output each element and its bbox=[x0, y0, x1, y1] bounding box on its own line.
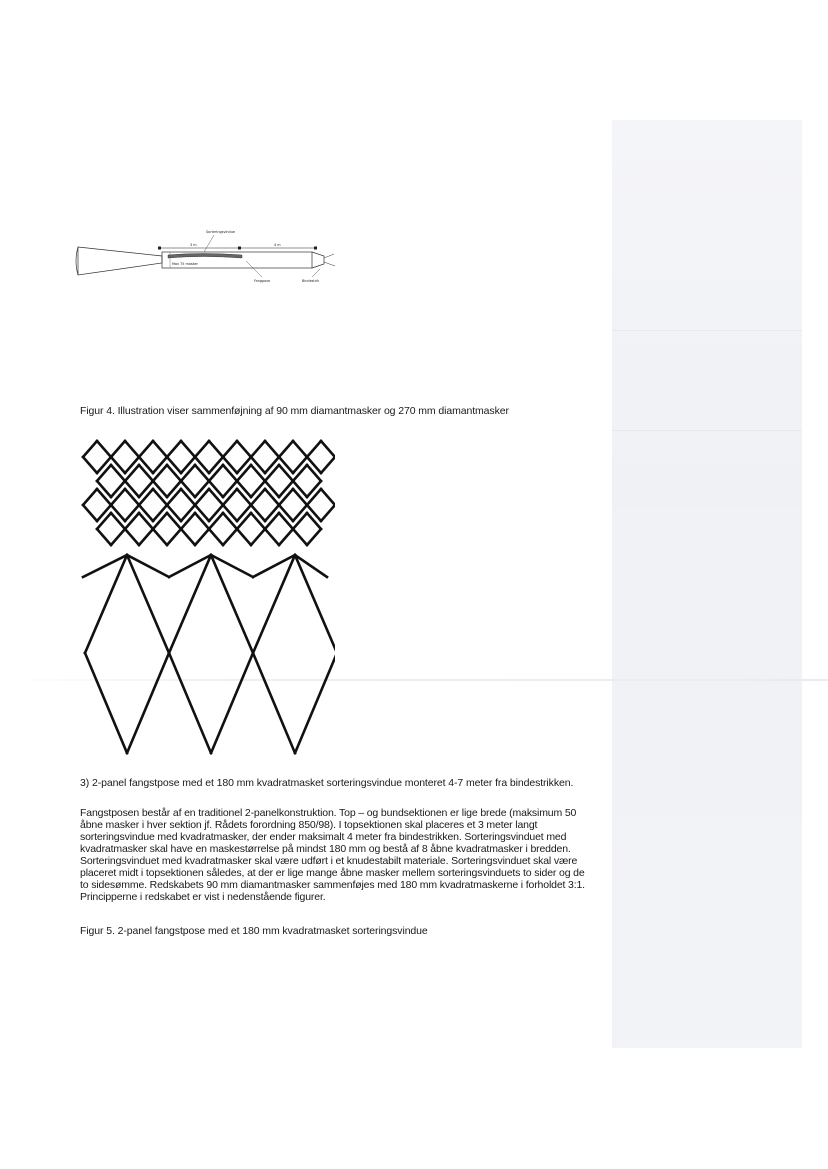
scan-shadow bbox=[612, 120, 802, 1048]
label-window: Sorteringsvindue bbox=[206, 230, 235, 234]
trawl-diagram bbox=[72, 225, 342, 297]
paragraph-line: Fangstposen består af en traditionel 2-panelkonstruktion. Top – og bundsektionen er lige brede (maksimum 50 bbox=[80, 807, 577, 819]
paragraph-line: Sorteringsvinduet med kvadratmasker skal være udført i et knudestabilt materiale. Sorteringsvinduet skal være bbox=[80, 855, 578, 867]
mesh-joining-figure bbox=[75, 437, 335, 757]
section-3-heading: 3) 2-panel fangstpose med et 180 mm kvadratmasket sorteringsvindue monteret 4-7 meter fra bindestrikken. bbox=[80, 777, 574, 789]
label-bag: Fangpose bbox=[254, 279, 271, 283]
diamond-mesh-lines bbox=[83, 441, 335, 753]
paragraph-line: placeret midt i topsektionen således, at der er lige mange åbne masker mellem sorteringsvinduets to sider og de bbox=[80, 867, 585, 879]
label-codend: Bindestrik bbox=[302, 279, 320, 283]
label-mesh: Max 75 masker bbox=[172, 262, 198, 266]
paragraph-line: kvadratmasker skal have en maskestørrelse på mindst 180 mm og bestå af 8 åbne kvadratmasker i bredden. bbox=[80, 843, 571, 855]
paragraph-line: sorteringsvindue med kvadratmasker, der ender maksimalt 4 meter fra bindestrikken. Sorteringsvinduet med bbox=[80, 831, 567, 843]
label-length-left: 3 m bbox=[190, 243, 197, 247]
figure-4-caption: Figur 4. Illustration viser sammenføjning af 90 mm diamantmasker og 270 mm diamantmasker bbox=[80, 405, 509, 417]
section-3-paragraph bbox=[80, 807, 600, 903]
paragraph-line: to sidesømme. Redskabets 90 mm diamantmasker sammenføjes med 180 mm kvadratmaskerne i forholdet 3:1. bbox=[80, 879, 585, 891]
figure-5-caption: Figur 5. 2-panel fangstpose med et 180 mm kvadratmasket sorteringsvindue bbox=[80, 925, 428, 937]
label-length-right: 4 m bbox=[274, 243, 281, 247]
paragraph-line: åbne masker i hver sektion jf. Rådets forordning 850/98). I topsektionen skal placeres et 3 meter langt bbox=[80, 819, 538, 831]
paragraph-line: Principperne i redskabet er vist i nedenstående figurer. bbox=[80, 891, 326, 903]
